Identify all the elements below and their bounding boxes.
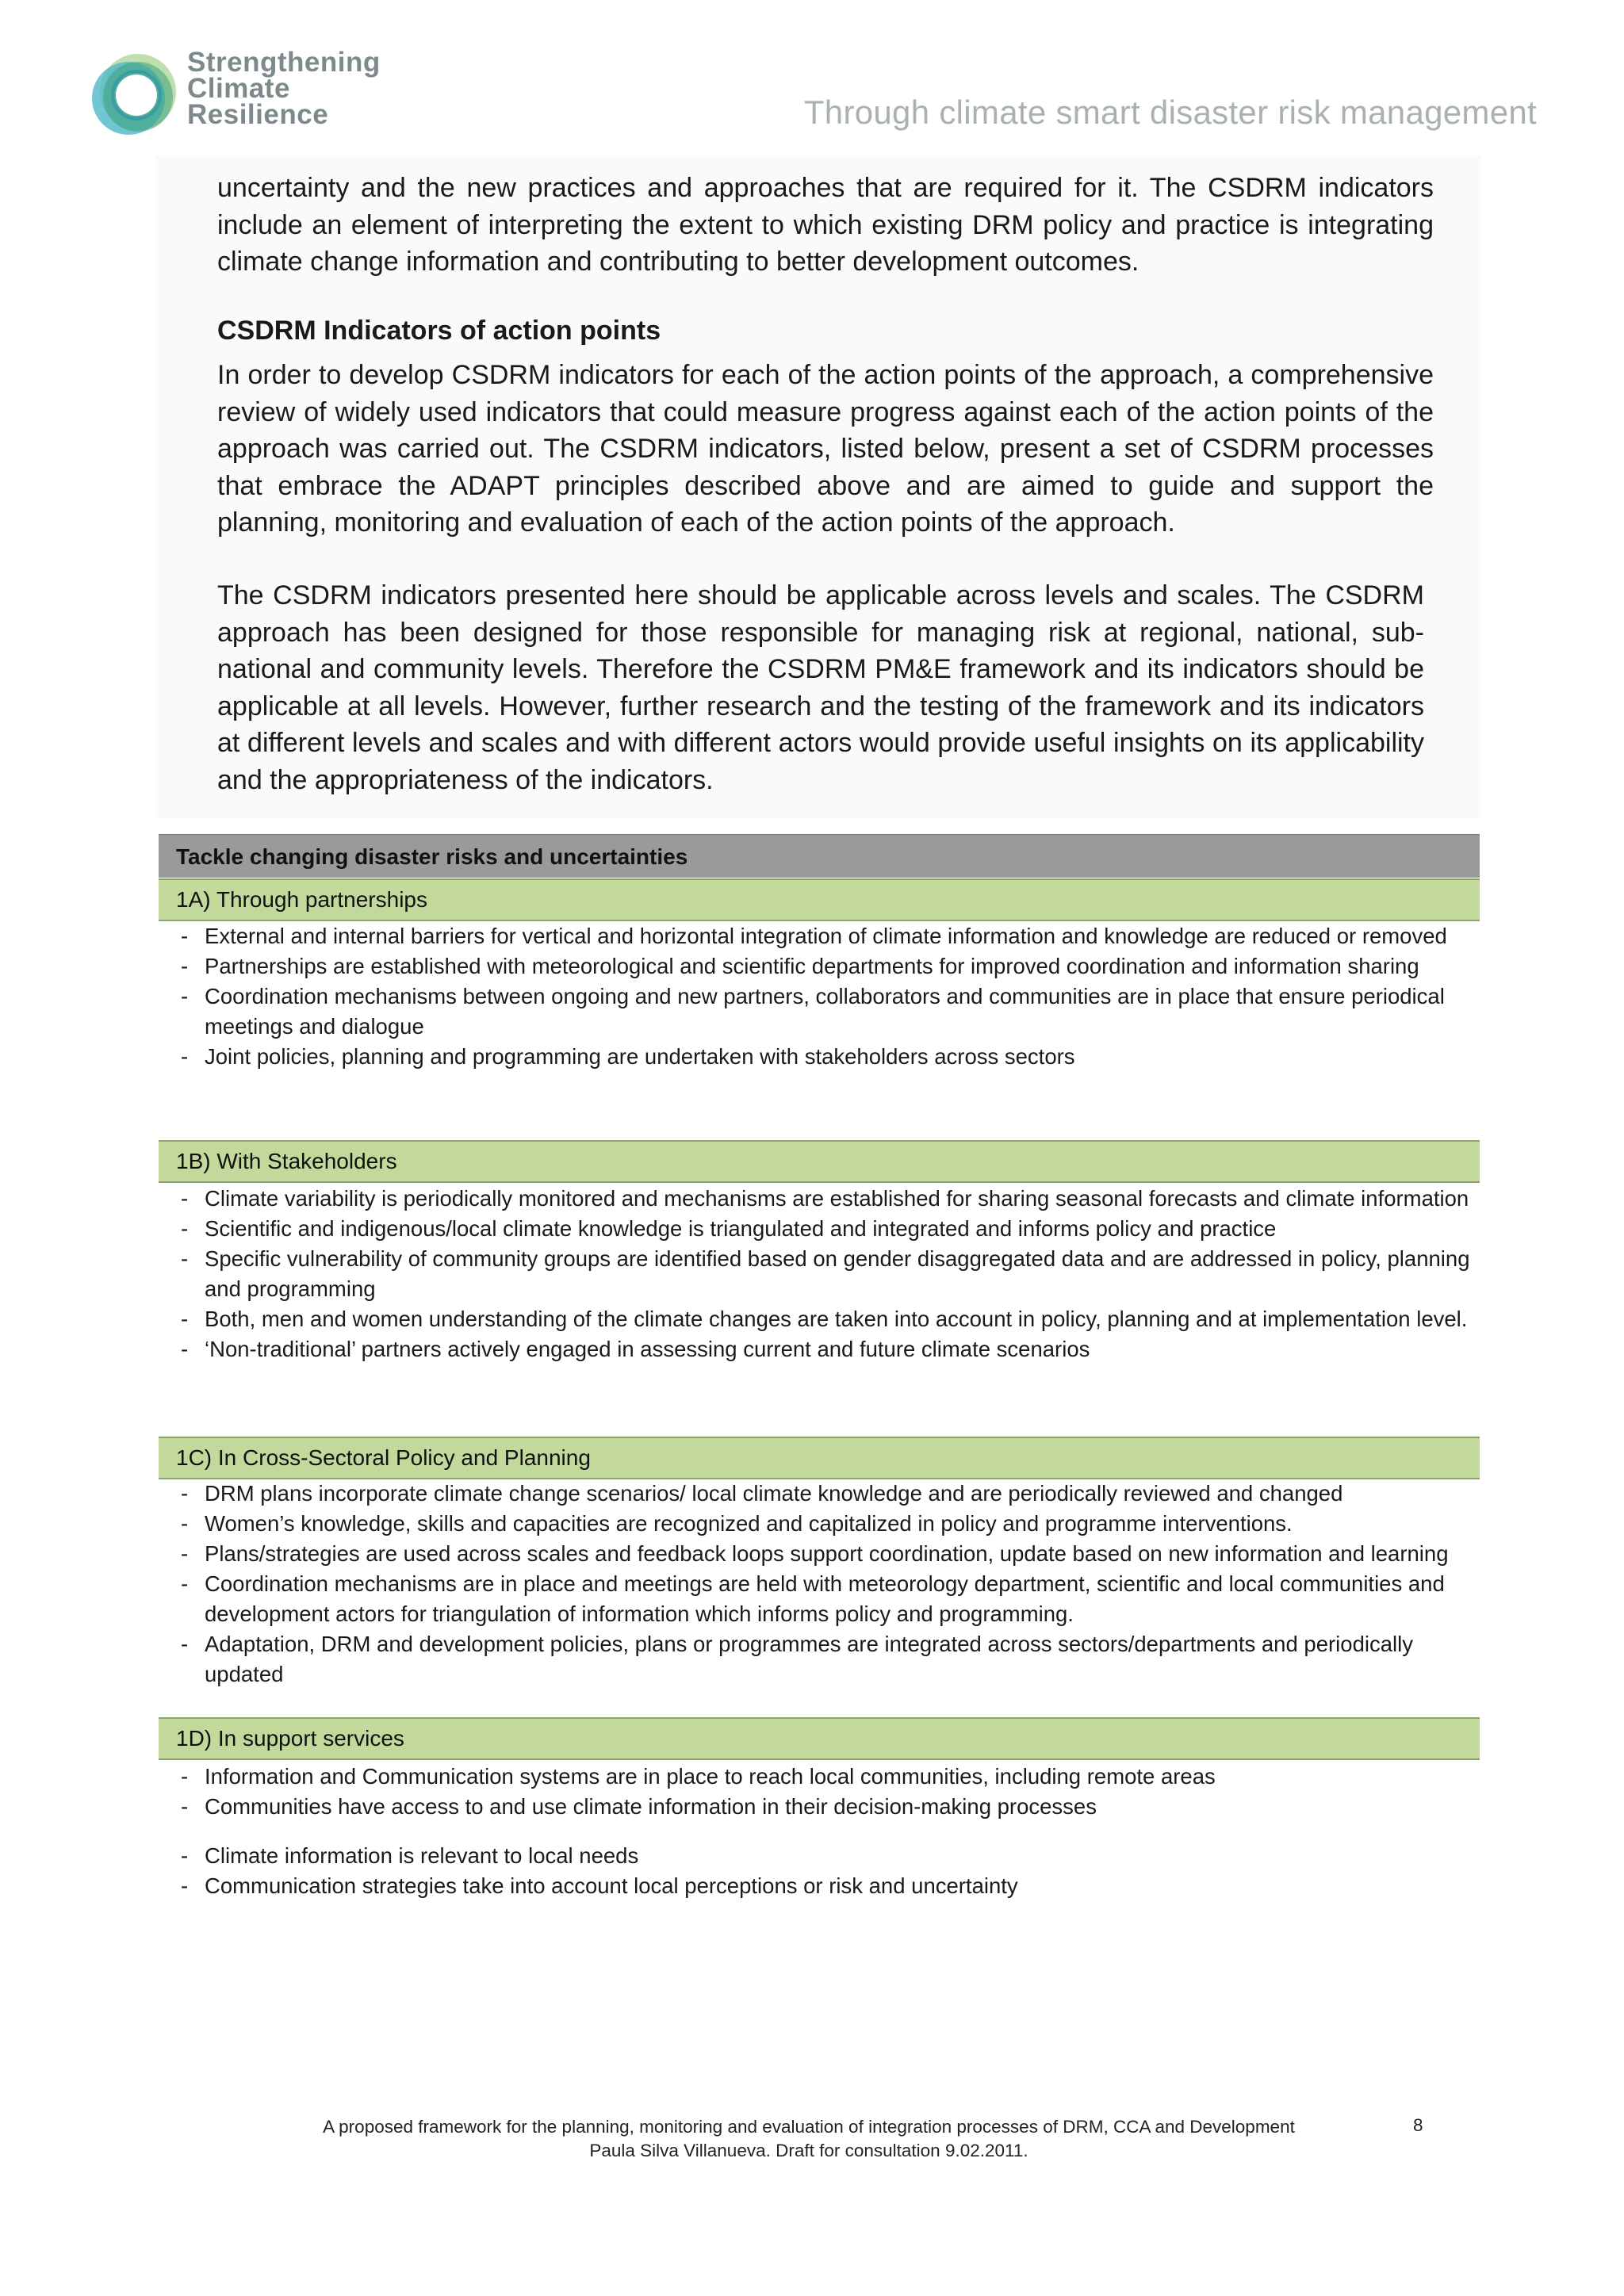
section-label: 1A) Through partnerships — [176, 887, 427, 912]
footer-line-1: A proposed framework for the planning, monitoring and evaluation of integration processes of DRM, CCA and Development — [323, 2117, 1295, 2137]
list-item: - Plans/strategies are used across scales and feedback loops support coordination, update based on new information and learning — [176, 1539, 1477, 1569]
paragraph-2-text: The CSDRM indicators presented here should be applicable across levels and scales. The CSDRM approach has been designed for those responsible for managing risk at regional, national, sub-national and community levels. Therefore the CSDRM PM&E framework and its indicators should be applicable at all levels. However, further research and the testing of the framework and its indicators at different levels and scales and with different actors would provide useful insights on its applicability and the appropriateness of the indicators. — [217, 580, 1424, 795]
list-item: - Adaptation, DRM and development policies, plans or programmes are integrated across sectors/departments and periodically updated — [176, 1629, 1477, 1689]
list-item: - Communities have access to and use climate information in their decision-making processes — [176, 1792, 1477, 1822]
intro-paragraph — [217, 170, 1434, 281]
section-heading: CSDRM Indicators of action points — [217, 316, 661, 346]
logo-line-1: Strengthening — [187, 47, 381, 78]
list-item: - ‘Non-traditional’ partners actively engaged in assessing current and future climate scenarios — [176, 1334, 1477, 1364]
section-1d-list-b — [176, 1841, 1477, 1901]
strengthening-climate-resilience-logo-icon — [89, 49, 184, 138]
list-item: - Climate variability is periodically monitored and mechanisms are established for sharing seasonal forecasts and climate information — [176, 1184, 1477, 1214]
header-tagline: Through climate smart disaster risk management — [803, 94, 1537, 131]
section-header-1b — [159, 1140, 1480, 1183]
logo-wordmark — [187, 49, 381, 128]
table-title-row — [159, 834, 1480, 878]
list-item: - Women’s knowledge, skills and capacities are recognized and capitalized in policy and programme interventions. — [176, 1509, 1477, 1539]
list-item: - Communication strategies take into account local perceptions or risk and uncertainty — [176, 1871, 1477, 1901]
section-header-1d — [159, 1717, 1480, 1760]
page-footer — [238, 2115, 1380, 2163]
list-item: - Both, men and women understanding of the climate changes are taken into account in policy, planning and at implementation level. — [176, 1304, 1477, 1334]
list-item: - Information and Communication systems are in place to reach local communities, including remote areas — [176, 1762, 1477, 1792]
list-item: - Scientific and indigenous/local climate knowledge is triangulated and integrated and informs policy and practice — [176, 1214, 1477, 1244]
section-1b-list — [176, 1184, 1477, 1364]
section-header-1c — [159, 1437, 1480, 1479]
logo-line-2: Climate — [187, 73, 290, 104]
section-1d-list-a — [176, 1762, 1477, 1822]
section-1a-list — [176, 921, 1477, 1072]
page-number: 8 — [1413, 2115, 1423, 2135]
section-label: 1D) In support services — [176, 1726, 404, 1751]
paragraph-2 — [217, 577, 1424, 798]
list-item: - DRM plans incorporate climate change scenarios/ local climate knowledge and are periodically reviewed and changed — [176, 1479, 1477, 1509]
intro-text: uncertainty and the new practices and approaches that are required for it. The CSDRM indicators include an element of interpreting the extent to which existing DRM policy and practice is integrating climate change information and contributing to better development outcomes. — [217, 173, 1434, 277]
logo-line-3: Resilience — [187, 99, 329, 130]
list-item: - Partnerships are established with meteorological and scientific departments for improved coordination and information sharing — [176, 951, 1477, 982]
list-item: - Specific vulnerability of community groups are identified based on gender disaggregated data and are addressed in policy, planning and programming — [176, 1244, 1477, 1304]
section-label: 1C) In Cross-Sectoral Policy and Planning — [176, 1445, 591, 1470]
list-item: - Coordination mechanisms between ongoing and new partners, collaborators and communities are in place that ensure periodical meetings and dialogue — [176, 982, 1477, 1042]
list-item: - Climate information is relevant to local needs — [176, 1841, 1477, 1871]
section-header-1a — [159, 878, 1480, 921]
list-item: - Coordination mechanisms are in place and meetings are held with meteorology department, scientific and local communities and development actors for triangulation of information which informs policy and programming. — [176, 1569, 1477, 1629]
paragraph-1 — [217, 357, 1434, 541]
footer-line-2: Paula Silva Villanueva. Draft for consultation 9.02.2011. — [589, 2141, 1028, 2160]
section-1c-list — [176, 1479, 1477, 1689]
list-item: - External and internal barriers for vertical and horizontal integration of climate information and knowledge are reduced or removed — [176, 921, 1477, 951]
list-item: - Joint policies, planning and programming are undertaken with stakeholders across sectors — [176, 1042, 1477, 1072]
table-title: Tackle changing disaster risks and uncertainties — [176, 844, 688, 869]
section-label: 1B) With Stakeholders — [176, 1149, 397, 1173]
paragraph-1-text: In order to develop CSDRM indicators for each of the action points of the approach, a comprehensive review of widely used indicators that could measure progress against each of the action points of the approach was carried out. The CSDRM indicators, listed below, present a set of CSDRM processes that embrace the ADAPT principles described above and are aimed to guide and support the planning, monitoring and evaluation of each of the action points of the approach. — [217, 360, 1434, 538]
